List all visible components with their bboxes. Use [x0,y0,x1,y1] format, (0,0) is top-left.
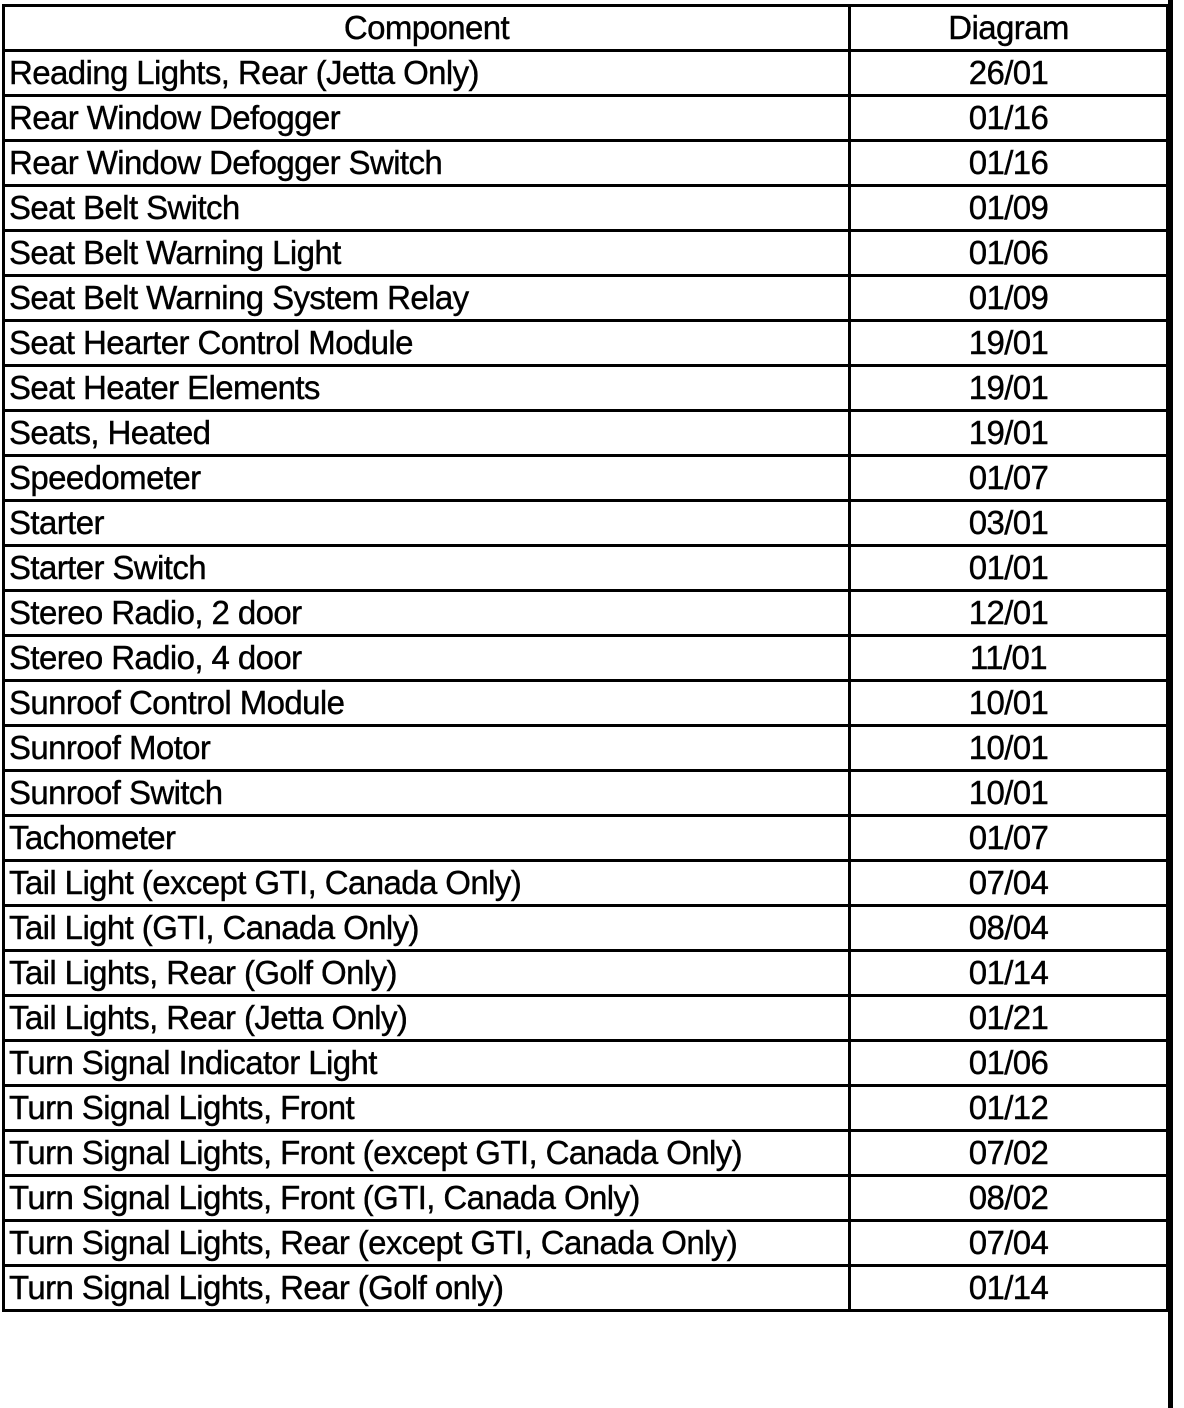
component-cell: Speedometer [4,456,850,501]
table-row [4,456,1168,501]
diagram-cell: 01/16 [850,141,1168,186]
diagram-cell: 11/01 [850,636,1168,681]
component-cell: Tail Light (except GTI, Canada Only) [4,861,850,906]
table-row [4,996,1168,1041]
diagram-cell: 01/09 [850,276,1168,321]
component-column-header: Component [4,6,850,51]
table-row [4,816,1168,861]
component-cell: Tail Lights, Rear (Golf Only) [4,951,850,996]
diagram-cell: 08/04 [850,906,1168,951]
table-row [4,681,1168,726]
diagram-cell: 03/01 [850,501,1168,546]
component-cell: Turn Signal Lights, Front (except GTI, Canada Only) [4,1131,850,1176]
component-cell: Starter Switch [4,546,850,591]
component-cell: Tail Light (GTI, Canada Only) [4,906,850,951]
table-row [4,411,1168,456]
table-row [4,951,1168,996]
component-cell: Seat Hearter Control Module [4,321,850,366]
diagram-cell: 12/01 [850,591,1168,636]
diagram-cell: 01/06 [850,231,1168,276]
table-row [4,861,1168,906]
diagram-column-header: Diagram [850,6,1168,51]
table-row [4,1266,1168,1311]
page-edge-line [1168,0,1173,1408]
table-row [4,501,1168,546]
table-row [4,366,1168,411]
component-diagram-table-container [2,4,1166,1312]
table-row [4,771,1168,816]
diagram-cell: 26/01 [850,51,1168,96]
header-row [4,6,1168,51]
table-row [4,51,1168,96]
table-row [4,1041,1168,1086]
table-body [4,51,1168,1311]
component-cell: Tail Lights, Rear (Jetta Only) [4,996,850,1041]
component-cell: Starter [4,501,850,546]
component-cell: Seat Belt Warning System Relay [4,276,850,321]
diagram-cell: 01/14 [850,951,1168,996]
diagram-cell: 19/01 [850,321,1168,366]
diagram-cell: 10/01 [850,771,1168,816]
component-cell: Rear Window Defogger Switch [4,141,850,186]
component-diagram-table [2,4,1169,1312]
diagram-cell: 19/01 [850,366,1168,411]
table-row [4,186,1168,231]
diagram-cell: 01/07 [850,456,1168,501]
table-row [4,96,1168,141]
component-cell: Turn Signal Lights, Rear (except GTI, Canada Only) [4,1221,850,1266]
component-cell: Seat Belt Switch [4,186,850,231]
diagram-cell: 01/14 [850,1266,1168,1311]
component-cell: Seat Belt Warning Light [4,231,850,276]
diagram-cell: 07/02 [850,1131,1168,1176]
diagram-cell: 08/02 [850,1176,1168,1221]
component-cell: Sunroof Control Module [4,681,850,726]
component-cell: Sunroof Motor [4,726,850,771]
component-cell: Turn Signal Lights, Rear (Golf only) [4,1266,850,1311]
component-cell: Stereo Radio, 4 door [4,636,850,681]
table-row [4,231,1168,276]
table-row [4,726,1168,771]
component-cell: Tachometer [4,816,850,861]
table-row [4,1176,1168,1221]
diagram-cell: 01/07 [850,816,1168,861]
component-cell: Seat Heater Elements [4,366,850,411]
diagram-cell: 01/16 [850,96,1168,141]
table-row [4,1086,1168,1131]
table-row [4,1131,1168,1176]
table-row [4,1221,1168,1266]
table-row [4,321,1168,366]
diagram-cell: 01/06 [850,1041,1168,1086]
diagram-cell: 10/01 [850,681,1168,726]
diagram-cell: 10/01 [850,726,1168,771]
diagram-cell: 01/12 [850,1086,1168,1131]
component-cell: Turn Signal Lights, Front [4,1086,850,1131]
table-row [4,546,1168,591]
table-row [4,906,1168,951]
component-cell: Turn Signal Indicator Light [4,1041,850,1086]
diagram-cell: 07/04 [850,861,1168,906]
diagram-cell: 07/04 [850,1221,1168,1266]
table-row [4,591,1168,636]
table-row [4,636,1168,681]
component-cell: Sunroof Switch [4,771,850,816]
diagram-cell: 01/01 [850,546,1168,591]
diagram-cell: 19/01 [850,411,1168,456]
component-cell: Reading Lights, Rear (Jetta Only) [4,51,850,96]
component-cell: Seats, Heated [4,411,850,456]
table-row [4,276,1168,321]
component-cell: Rear Window Defogger [4,96,850,141]
component-cell: Stereo Radio, 2 door [4,591,850,636]
diagram-cell: 01/21 [850,996,1168,1041]
component-cell: Turn Signal Lights, Front (GTI, Canada Only) [4,1176,850,1221]
table-row [4,141,1168,186]
diagram-cell: 01/09 [850,186,1168,231]
